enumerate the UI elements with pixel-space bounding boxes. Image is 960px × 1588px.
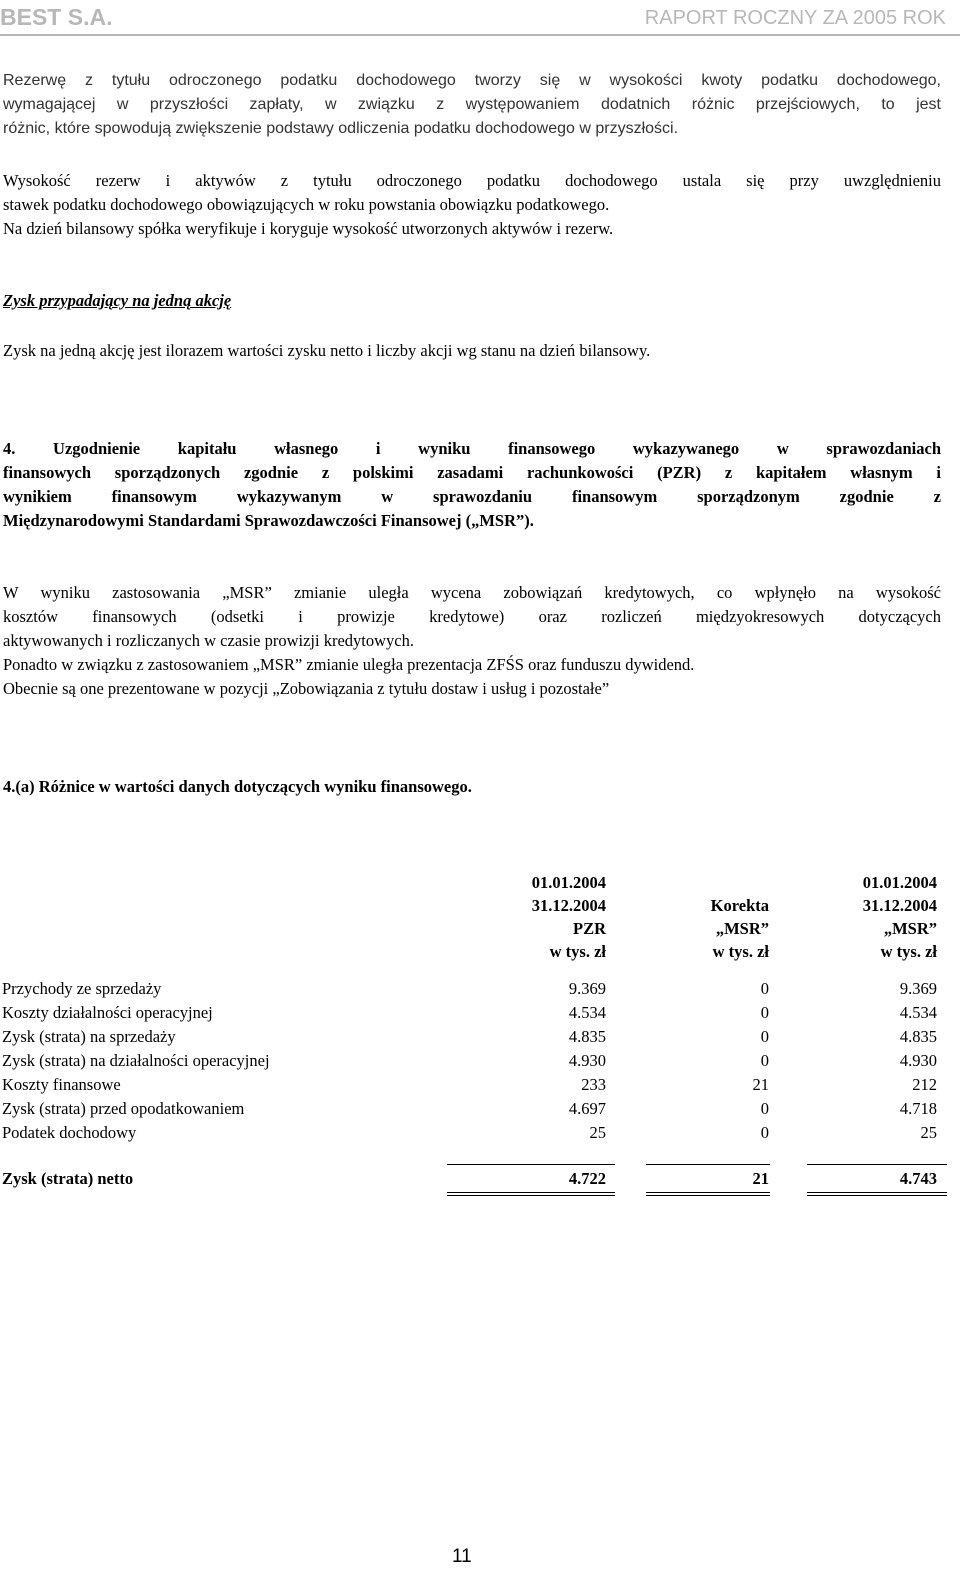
header-line: Korekta	[710, 896, 769, 915]
text-line: Obecnie są one prezentowane w pozycji „Zobowiązania z tytułu dostaw i usług i pozostałe”	[3, 679, 610, 698]
total-rule-top	[447, 1164, 615, 1165]
header-line: 01.01.2004	[862, 873, 937, 892]
total-double-rule	[447, 1192, 615, 1193]
total-korekta: 21	[752, 1169, 769, 1188]
value-msr: 25	[920, 1123, 937, 1142]
text-line: Na dzień bilansowy spółka weryfikuje i koryguje wysokość utworzonych aktywów i rezerw.	[3, 219, 614, 238]
total-double-rule	[807, 1195, 947, 1196]
value-korekta: 0	[760, 1051, 769, 1070]
value-msr: 4.930	[899, 1051, 937, 1070]
table-row	[0, 1073, 944, 1097]
value-korekta: 0	[760, 1027, 769, 1046]
page-header	[0, 0, 960, 40]
value-msr: 212	[912, 1075, 937, 1094]
text-line: W wyniku zastosowania „MSR” zmianie uległa wycena zobowiązań kredytowych, co wpłynęło na wysokość	[3, 583, 941, 602]
header-line: 31.12.2004	[862, 896, 937, 915]
row-label: Przychody ze sprzedaży	[2, 979, 162, 998]
header-pzr	[532, 871, 606, 963]
value-korekta: 0	[760, 979, 769, 998]
total-double-rule	[807, 1192, 947, 1193]
text-line: Międzynarodowymi Standardami Sprawozdawczości Finansowej („MSR”).	[3, 511, 534, 530]
total-pzr: 4.722	[568, 1169, 606, 1188]
deferred-tax-reserve-paragraph	[3, 69, 941, 141]
row-label: Zysk (strata) na sprzedaży	[2, 1027, 176, 1046]
text-line: Ponadto w związku z zastosowaniem „MSR” zmianie uległa prezentacja ZFŚS oraz funduszu dywidend.	[3, 655, 695, 674]
total-row	[0, 1167, 944, 1191]
reserve-valuation-paragraph	[3, 169, 941, 241]
total-label: Zysk (strata) netto	[2, 1169, 134, 1188]
text-line: różnic, które spowodują zwiększenie podstawy odliczenia podatku dochodowego w przyszłości.	[3, 120, 679, 137]
header-line: w tys. zł	[880, 942, 937, 961]
value-msr: 4.835	[899, 1027, 937, 1046]
value-korekta: 0	[760, 1003, 769, 1022]
value-msr: 9.369	[899, 979, 937, 998]
text-line: aktywowanych i rozliczanych w czasie prowizji kredytowych.	[3, 631, 414, 650]
value-pzr: 233	[581, 1075, 606, 1094]
table-row	[0, 1049, 944, 1073]
section-4-heading	[3, 437, 941, 533]
value-korekta: 0	[760, 1123, 769, 1142]
value-pzr: 4.835	[568, 1027, 606, 1046]
header-line: w tys. zł	[712, 942, 769, 961]
value-pzr: 25	[589, 1123, 606, 1142]
header-divider	[0, 34, 960, 36]
value-korekta: 21	[752, 1075, 769, 1094]
value-pzr: 4.930	[568, 1051, 606, 1070]
total-msr: 4.743	[899, 1169, 937, 1188]
table-row	[0, 1001, 944, 1025]
report-title: RAPORT ROCZNY ZA 2005 ROK	[644, 7, 946, 29]
table-row	[0, 977, 944, 1001]
company-name: BEST S.A.	[0, 4, 113, 30]
header-line: w tys. zł	[549, 942, 606, 961]
text-line: Rezerwę z tytułu odroczonego podatku dochodowego tworzy się w wysokości kwoty podatku dochodowego,	[3, 72, 941, 89]
total-rule-top	[646, 1164, 770, 1165]
table-row	[0, 1025, 944, 1049]
total-double-rule	[646, 1192, 770, 1193]
text-line: wymagającej w przyszłości zapłaty, w związku z występowaniem dodatnich różnic przejściowych, to jest	[3, 96, 941, 113]
page-number: 11	[452, 1546, 472, 1567]
text-line: stawek podatku dochodowego obowiązujących w roku powstania obowiązku podatkowego.	[3, 195, 610, 214]
header-msr	[863, 871, 937, 963]
eps-text: Zysk na jedną akcję jest ilorazem wartości zysku netto i liczby akcji wg stanu na dzień bilansowy.	[3, 341, 651, 360]
total-double-rule	[447, 1195, 615, 1196]
header-line: 01.01.2004	[531, 873, 606, 892]
msr-changes-paragraph	[3, 581, 941, 701]
text-line: Wysokość rezerw i aktywów z tytułu odroczonego podatku dochodowego ustala się przy uwzględnieniu	[3, 171, 941, 190]
row-label: Koszty działalności operacyjnej	[2, 1003, 213, 1022]
header-line: 31.12.2004	[531, 896, 606, 915]
row-label: Zysk (strata) przed opodatkowaniem	[2, 1099, 245, 1118]
value-msr: 4.718	[899, 1099, 937, 1118]
value-pzr: 9.369	[568, 979, 606, 998]
table-row	[0, 1121, 944, 1145]
total-rule-top	[807, 1164, 947, 1165]
section-4a-heading: 4.(a) Różnice w wartości danych dotyczących wyniku finansowego.	[3, 777, 472, 796]
total-double-rule	[646, 1195, 770, 1196]
text-line: wynikiem finansowym wykazywanym w sprawozdaniu finansowym sporządzonym zgodnie z	[3, 487, 941, 506]
row-label: Zysk (strata) na działalności operacyjnej	[2, 1051, 270, 1070]
text-line: kosztów finansowych (odsetki i prowizje kredytowe) oraz rozliczeń międzyokresowych dotyczących	[3, 607, 941, 626]
header-line: PZR	[573, 919, 606, 938]
table-row	[0, 1097, 944, 1121]
value-pzr: 4.534	[568, 1003, 606, 1022]
header-korekta	[711, 894, 769, 963]
row-label: Koszty finansowe	[2, 1075, 121, 1094]
eps-heading: Zysk przypadający na jedną akcję	[3, 291, 232, 310]
value-msr: 4.534	[899, 1003, 937, 1022]
header-line: „MSR”	[883, 919, 937, 938]
value-pzr: 4.697	[568, 1099, 606, 1118]
text-line: 4. Uzgodnienie kapitału własnego i wyniku finansowego wykazywanego w sprawozdaniach	[3, 439, 941, 458]
value-korekta: 0	[760, 1099, 769, 1118]
text-line: finansowych sporządzonych zgodnie z polskimi zasadami rachunkowości (PZR) z kapitałem własnym i	[3, 463, 941, 482]
row-label: Podatek dochodowy	[2, 1123, 137, 1142]
header-line: „MSR”	[715, 919, 769, 938]
